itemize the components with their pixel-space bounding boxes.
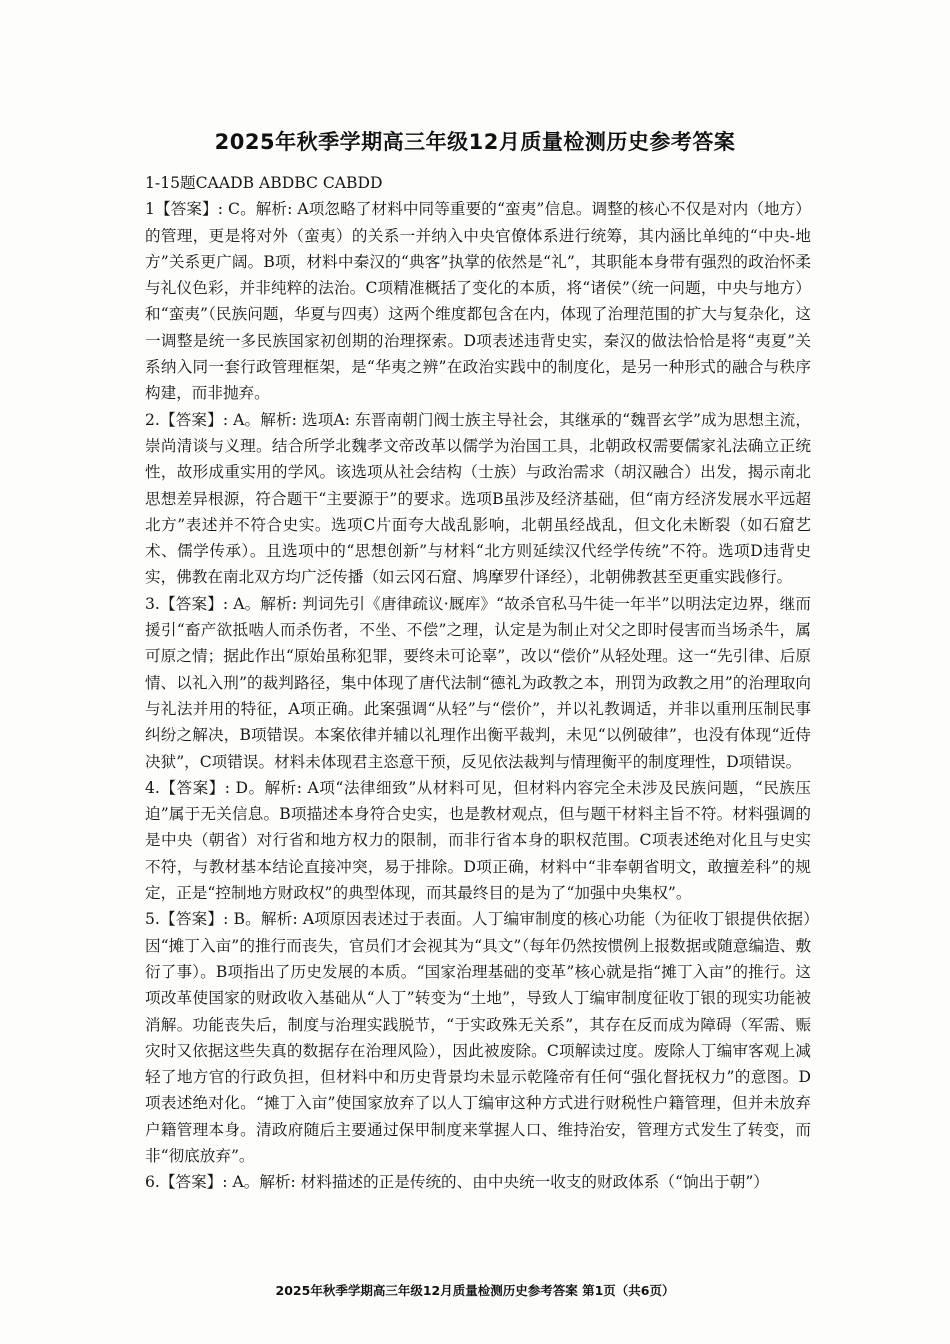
answer-item-6: 6.【答案】: A。解析: 材料描述的正是传统的、由中央统一收支的财政体系（“饷出于朝”）	[145, 1173, 769, 1192]
answer-item-2: 2.【答案】: A。解析: 选项A: 东晋南朝门阀士族主导社会，其继承的“魏晋玄学”成为思想主流，崇尚清谈与义理。结合所学北魏孝文帝改革以儒学为治国工具，北朝政权需要儒家礼法确立正统性，故形成重实用的学风。该选项从社会结构（士族）与政治需求（胡汉融合）出发，揭示南北思想差异根源，符合题干“主要源于”的要求。选项B虽涉及经济基础，但“南方经济发展水平远超北方”表述并不符合史实。选项C片面夸大战乱影响，北朝虽经战乱，但文化未断裂（如石窟艺术、儒学传承）。且选项中的“思想创新”与材料“北方则延续汉代经学传统”不符。选项D违背史实，佛教在南北双方均广泛传播（如云冈石窟、鸠摩罗什译经），北朝佛教甚至更重实践修行。	[145, 410, 811, 587]
answer-item-3: 3.【答案】: A。解析: 判词先引《唐律疏议·厩库》“故杀官私马牛徒一年半”以明法定边界，继而援引“畜产欲抵啮人而杀伤者，不坐、不偿”之理，认定是为制止对父之即时侵害而当场杀牛，属可原之情；据此作出“原始虽称犯罪，要终未可论辜”，改以“偿价”从轻处理。这一“先引律、后原情、以礼入刑”的裁判路径，集中体现了唐代法制“德礼为政教之本，刑罚为政教之用”的治理取向与礼法并用的特征，A项正确。此案强调“从轻”与“偿价”，并以礼教调适，并非以重刑压制民事纠纷之解决，B项错误。本案依律并辅以礼理作出衡平裁判，未见“以例破律”，也没有体现“近侍决狱”，C项错误。材料未体现君主恣意干预，反见依法裁判与情理衡平的制度理性，D项错误。	[145, 594, 811, 771]
answer-content	[145, 170, 811, 1196]
answer-key-line: 1-15题CAADB ABDBC CABDD	[145, 174, 383, 192]
answer-item-5: 5.【答案】: B。解析: A项原因表述过于表面。人丁编审制度的核心功能（为征收丁银提供依据）因“摊丁入亩”的推行而丧失，官员们才会视其为“具文”（每年仍然按惯例上报数据或随意编造、敷衍了事）。B项指出了历史发展的本质。“国家治理基础的变革”核心就是指“摊丁入亩”的推行。这项改革使国家的财政收入基础从“人丁”转变为“土地”，导致人丁编审制度征收丁银的现实功能被消解。功能丧失后，制度与治理实践脱节，“于实政殊无关系”，其存在反而成为障碍（军需、赈灾时又依据这些失真的数据存在治理风险），因此被废除。C项解读过度。废除人丁编审客观上减轻了地方官的行政负担，但材料中和历史背景均未显示乾隆帝有任何“强化督抚权力”的意图。D项表述绝对化。“摊丁入亩”使国家放弃了以人丁编审这种方式进行财税性户籍管理，但并未放弃户籍管理本身。清政府随后主要通过保甲制度来掌握人口、维持治安，管理方式发生了转变，而非“彻底放弃”。	[145, 910, 811, 1165]
answer-item-4: 4.【答案】: D。解析: A项“法律细致”从材料可见，但材料内容完全未涉及民族问题，“民族压迫”属于无关信息。B项描述本身符合史实，也是教材观点，但与题干材料主旨不符。材料强调的是中央（朝省）对行省和地方权力的限制，而非行省本身的职权范围。C项表述绝对化且与史实不符，与教材基本结论直接冲突，易于排除。D项正确，材料中“非奉朝省明文，敢擅差科”的规定，正是“控制地方财政权”的典型体现，而其最终目的是为了“加强中央集权”。	[145, 778, 811, 903]
answer-item-1: 1【答案】: C。解析: A项忽略了材料中同等重要的“蛮夷”信息。调整的核心不仅是对内（地方）的管理，更是将对外（蛮夷）的关系一并纳入中央官僚体系进行统筹，其内涵比单纯的“中央-地方”关系更广阔。B项，材料中秦汉的“典客”执掌的依然是“礼”，其职能本身带有强烈的政治怀柔与礼仪色彩，并非纯粹的法治。C项精准概括了变化的本质，将“诸侯”（统一问题，中央与地方）和“蛮夷”（民族问题，华夏与四夷）这两个维度都包含在内，体现了治理范围的扩大与复杂化，这一调整是统一多民族国家初创期的治理探索。D项表述违背史实，秦汉的做法恰恰是将“夷夏”关系纳入同一套行政管理框架，是“华夷之辨”在政治实践中的制度化，是另一种形式的融合与秩序构建，而非抛弃。	[145, 200, 811, 403]
page-title: 2025年秋季学期高三年级12月质量检测历史参考答案	[214, 130, 736, 154]
page-footer: 2025年秋季学期高三年级12月质量检测历史参考答案 第1页（共6页）	[275, 1283, 675, 1298]
